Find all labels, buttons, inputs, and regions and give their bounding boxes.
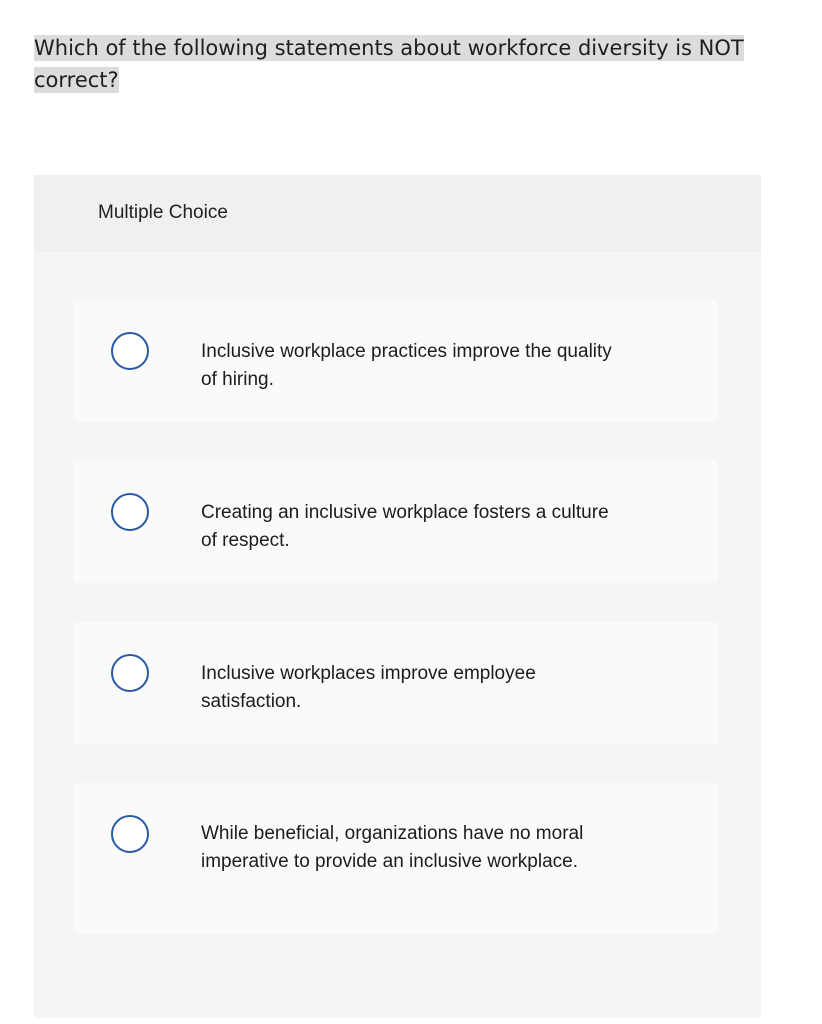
- choice-option-4[interactable]: [73, 783, 718, 934]
- radio-button-icon[interactable]: [111, 493, 149, 531]
- choice-option-2[interactable]: [73, 461, 718, 583]
- radio-button-icon[interactable]: [111, 654, 149, 692]
- radio-button-icon[interactable]: [111, 332, 149, 370]
- radio-button-icon[interactable]: [111, 815, 149, 853]
- choice-label: Inclusive workplace practices improve the quality of hiring.: [201, 341, 612, 390]
- choice-option-3[interactable]: [73, 622, 718, 744]
- choice-label: Creating an inclusive workplace fosters a culture of respect.: [201, 502, 609, 551]
- panel-title: Multiple Choice: [98, 202, 228, 223]
- choice-label: While beneficial, organizations have no moral imperative to provide an inclusive workplace.: [201, 823, 584, 872]
- panel-header: [34, 175, 761, 252]
- question-prompt: [34, 32, 764, 96]
- choice-label: Inclusive workplaces improve employee satisfaction.: [201, 663, 536, 712]
- question-text: Which of the following statements about workforce diversity is NOT correct?: [34, 36, 744, 92]
- multiple-choice-panel: [34, 175, 761, 1018]
- choice-option-1[interactable]: [73, 300, 718, 422]
